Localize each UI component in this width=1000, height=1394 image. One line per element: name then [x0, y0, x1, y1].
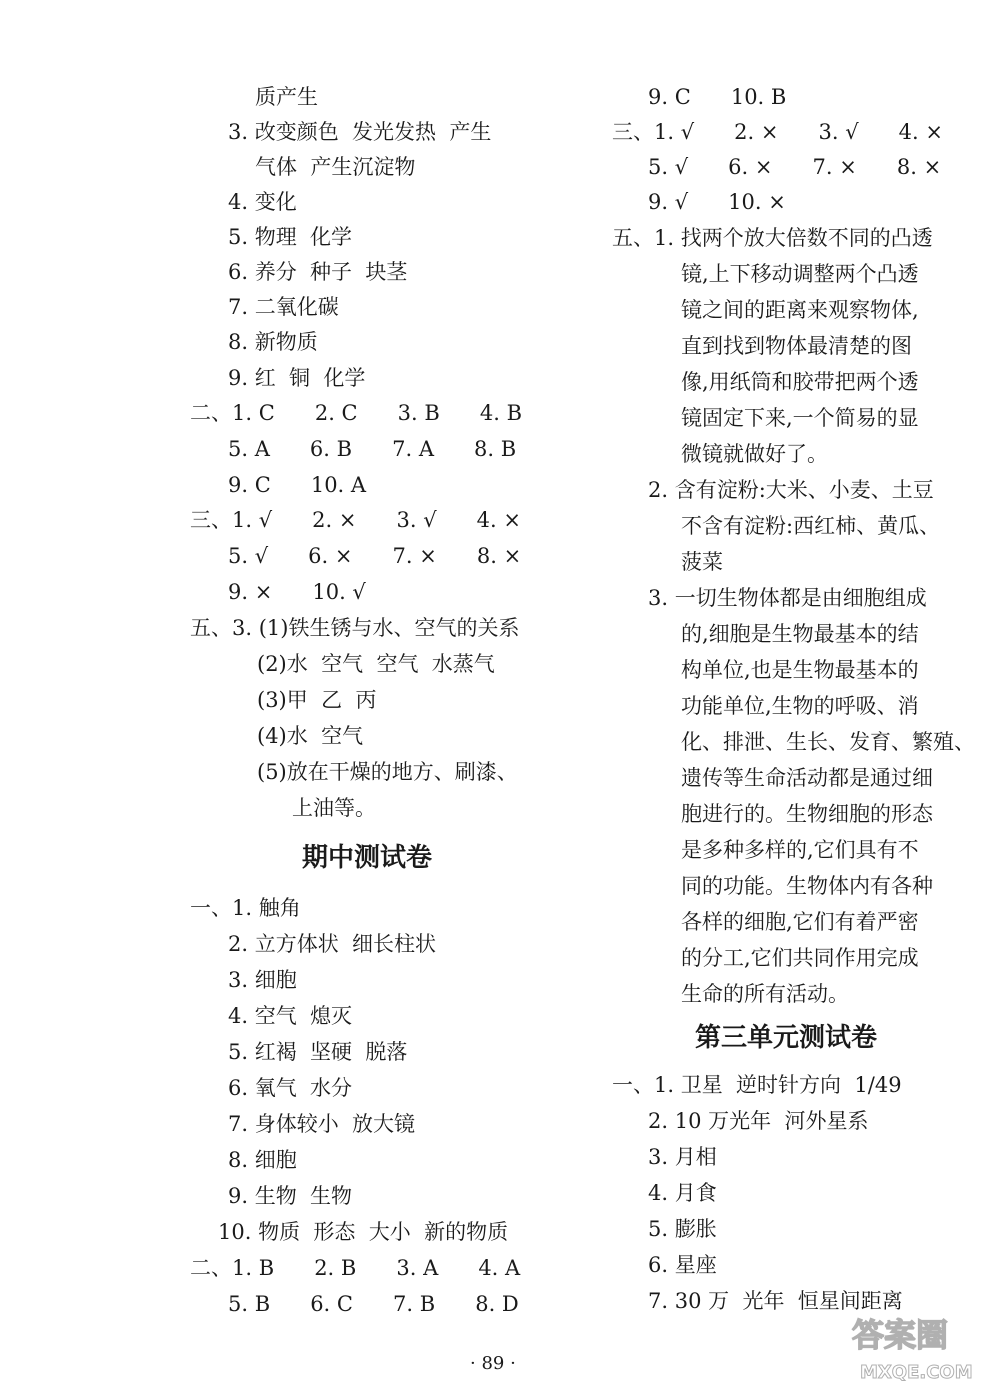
right-line: 镜,上下移动调整两个凸透: [681, 262, 919, 286]
midterm-line: 10. 物质 形态 大小 新的物质: [218, 1220, 509, 1244]
midterm-line: 9. 生物 生物: [228, 1184, 353, 1208]
left-line: 6. 养分 种子 块茎: [228, 260, 408, 284]
midterm-line: 二、1. B 2. B 3. A 4. A: [190, 1256, 521, 1280]
right-line: 9. C 10. B: [648, 85, 787, 109]
right-line: 三、1. √ 2. × 3. √ 4. ×: [612, 120, 943, 144]
right-line: 直到找到物体最清楚的图: [681, 334, 912, 358]
midterm-line: 3. 细胞: [228, 968, 297, 992]
right-line: 同的功能。生物体内有各种: [681, 874, 933, 898]
midterm-line: 8. 细胞: [228, 1148, 297, 1172]
right-line: 的,细胞是生物最基本的结: [681, 622, 919, 646]
right-line: 是多种多样的,它们具有不: [681, 838, 919, 862]
unit3-line: 7. 30 万 光年 恒星间距离: [648, 1289, 903, 1313]
unit3-line: 5. 膨胀: [648, 1217, 717, 1241]
unit3-line: 4. 月食: [648, 1181, 717, 1205]
right-line: 菠菜: [681, 550, 723, 574]
left-line: 五、3. (1)铁生锈与水、空气的关系: [190, 616, 520, 640]
right-line: 镜固定下来,一个简易的显: [681, 406, 919, 430]
left-line: 4. 变化: [228, 190, 297, 214]
left-line: 三、1. √ 2. × 3. √ 4. ×: [190, 508, 521, 532]
left-line: (3)甲 乙 丙: [257, 688, 377, 712]
midterm-line: 5. B 6. C 7. B 8. D: [228, 1292, 519, 1316]
left-line: 9. 红 铜 化学: [228, 366, 366, 390]
right-line: 化、排泄、生长、发育、繁殖、: [681, 730, 975, 754]
section-title-midterm: 期中测试卷: [302, 843, 433, 873]
right-line: 各样的细胞,它们有着严密: [681, 910, 919, 934]
midterm-line: 7. 身体较小 放大镜: [228, 1112, 416, 1136]
watermark-text: 答案圈: [852, 1316, 949, 1354]
section-title-unit3: 第三单元测试卷: [695, 1023, 878, 1053]
left-line: (4)水 空气: [257, 724, 364, 748]
left-line: 气体 产生沉淀物: [255, 155, 416, 179]
right-line: 遗传等生命活动都是通过细: [681, 766, 933, 790]
page-number: · 89 ·: [470, 1353, 516, 1374]
left-line: 9. × 10. √: [228, 580, 366, 604]
right-line: 3. 一切生物体都是由细胞组成: [648, 586, 927, 610]
left-line: 3. 改变颜色 发光发热 产生: [228, 120, 492, 144]
right-line: 功能单位,生物的呼吸、消: [681, 694, 919, 718]
left-line: 9. C 10. A: [228, 473, 367, 497]
left-line: 二、1. C 2. C 3. B 4. B: [190, 401, 523, 425]
midterm-line: 2. 立方体状 细长柱状: [228, 932, 437, 956]
right-line: 不含有淀粉:西红柿、黄瓜、: [681, 514, 941, 538]
unit3-line: 3. 月相: [648, 1145, 717, 1169]
right-line: 像,用纸筒和胶带把两个透: [681, 370, 919, 394]
left-line: 5. A 6. B 7. A 8. B: [228, 437, 517, 461]
right-line: 生命的所有活动。: [681, 982, 849, 1006]
midterm-line: 4. 空气 熄灭: [228, 1004, 353, 1028]
left-line: 质产生: [255, 85, 318, 109]
left-line: 上油等。: [292, 796, 376, 820]
left-line: 5. √ 6. × 7. × 8. ×: [228, 544, 522, 568]
midterm-line: 6. 氧气 水分: [228, 1076, 353, 1100]
right-line: 五、1. 找两个放大倍数不同的凸透: [612, 226, 933, 250]
watermark-subtext: MXQE.COM: [860, 1362, 973, 1383]
right-line: 9. √ 10. ×: [648, 190, 786, 214]
midterm-line: 一、1. 触角: [190, 896, 301, 920]
right-line: 镜之间的距离来观察物体,: [681, 298, 919, 322]
unit3-line: 2. 10 万光年 河外星系: [648, 1109, 869, 1133]
left-line: (2)水 空气 空气 水蒸气: [257, 652, 495, 676]
right-line: 胞进行的。生物细胞的形态: [681, 802, 933, 826]
right-line: 构单位,也是生物最基本的: [681, 658, 919, 682]
midterm-line: 5. 红褐 坚硬 脱落: [228, 1040, 408, 1064]
watermark-logo: [846, 1308, 996, 1388]
left-line: 7. 二氧化碳: [228, 295, 339, 319]
left-line: (5)放在干燥的地方、刷漆、: [257, 760, 518, 784]
unit3-line: 6. 星座: [648, 1253, 717, 1277]
right-line: 的分工,它们共同作用完成: [681, 946, 919, 970]
right-line: 微镜就做好了。: [681, 442, 828, 466]
left-line: 8. 新物质: [228, 330, 318, 354]
left-line: 5. 物理 化学: [228, 225, 353, 249]
unit3-line: 一、1. 卫星 逆时针方向 1/49: [612, 1073, 902, 1097]
right-line: 2. 含有淀粉:大米、小麦、土豆: [648, 478, 934, 502]
right-line: 5. √ 6. × 7. × 8. ×: [648, 155, 942, 179]
